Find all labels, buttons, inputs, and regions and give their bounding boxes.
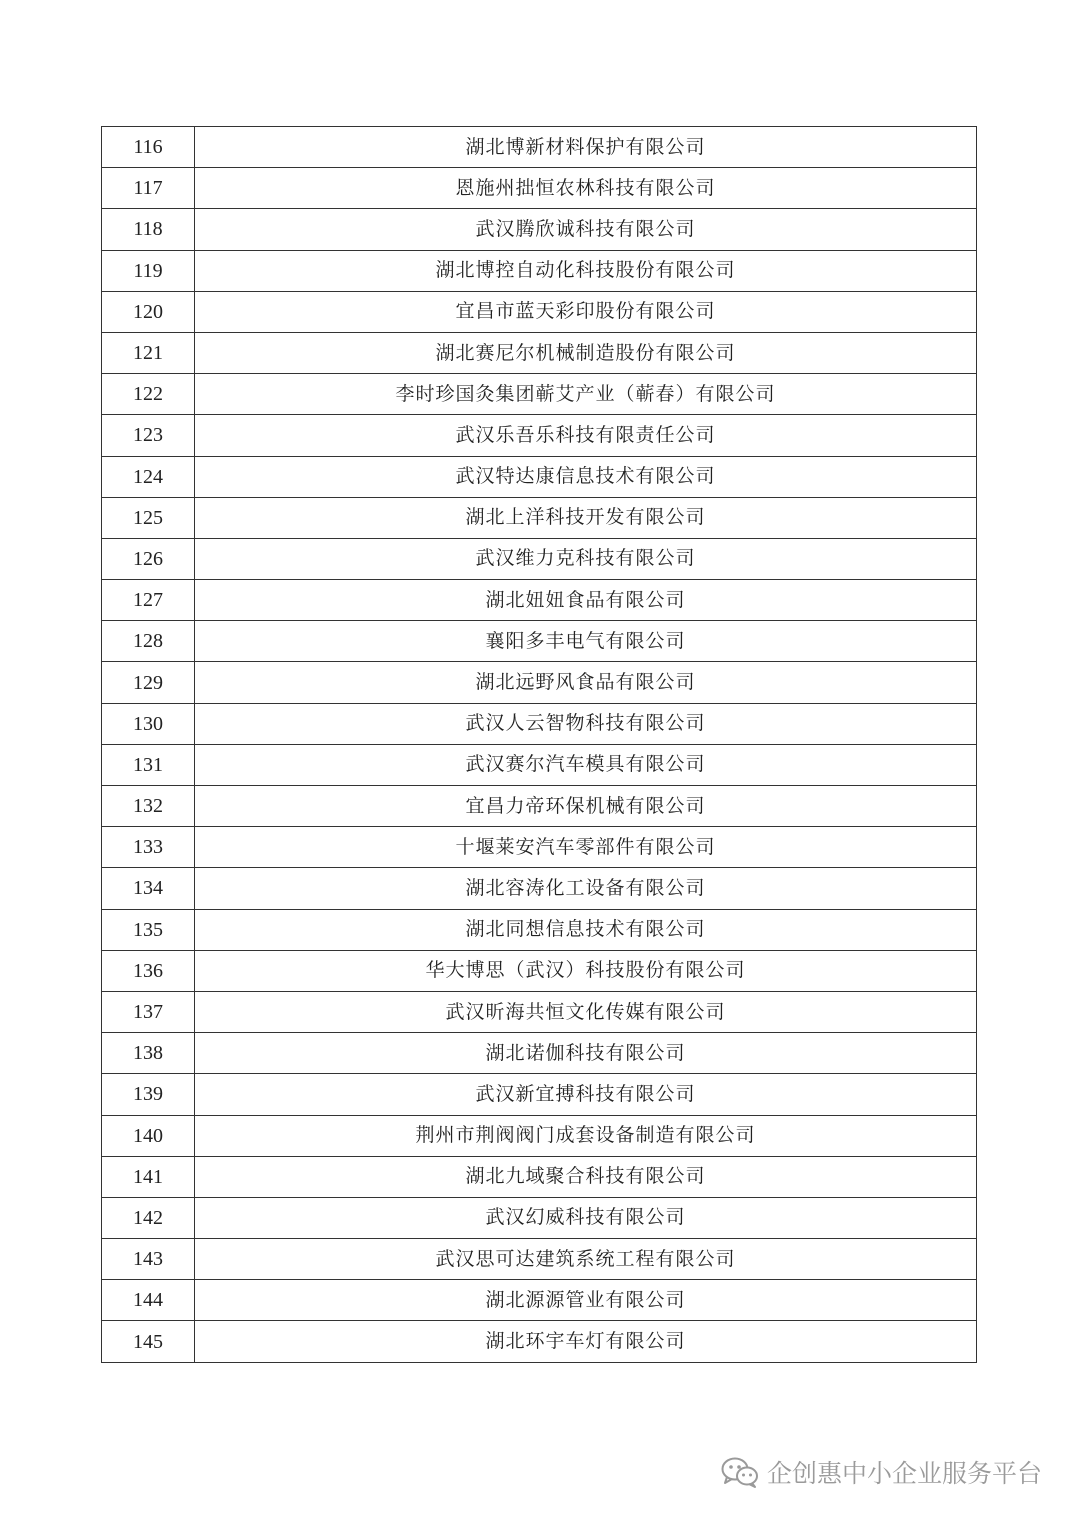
company-name: 武汉新宜搏科技有限公司 <box>195 1074 977 1115</box>
row-number: 134 <box>102 868 195 909</box>
row-number: 142 <box>102 1197 195 1238</box>
table-row <box>102 868 977 909</box>
company-table-body <box>102 127 977 1363</box>
company-name: 湖北妞妞食品有限公司 <box>195 580 977 621</box>
company-name: 宜昌力帝环保机械有限公司 <box>195 786 977 827</box>
table-row <box>102 209 977 250</box>
table-row <box>102 662 977 703</box>
company-name: 湖北远野风食品有限公司 <box>195 662 977 703</box>
company-name: 十堰莱安汽车零部件有限公司 <box>195 827 977 868</box>
table-row <box>102 621 977 662</box>
row-number: 131 <box>102 744 195 785</box>
company-name: 武汉腾欣诚科技有限公司 <box>195 209 977 250</box>
row-number: 140 <box>102 1115 195 1156</box>
row-number: 133 <box>102 827 195 868</box>
row-number: 137 <box>102 991 195 1032</box>
company-name: 武汉乐吾乐科技有限责任公司 <box>195 415 977 456</box>
row-number: 138 <box>102 1033 195 1074</box>
row-number: 127 <box>102 580 195 621</box>
table-row <box>102 415 977 456</box>
row-number: 139 <box>102 1074 195 1115</box>
table-row <box>102 127 977 168</box>
row-number: 121 <box>102 332 195 373</box>
row-number: 144 <box>102 1280 195 1321</box>
company-name: 武汉人云智物科技有限公司 <box>195 703 977 744</box>
company-name: 恩施州拙恒农林科技有限公司 <box>195 168 977 209</box>
watermark-text: 企创惠中小企业服务平台 <box>766 1459 1042 1488</box>
row-number: 136 <box>102 950 195 991</box>
row-number: 145 <box>102 1321 195 1362</box>
company-name: 武汉思可达建筑系统工程有限公司 <box>195 1239 977 1280</box>
company-name: 华大博思（武汉）科技股份有限公司 <box>195 950 977 991</box>
company-name: 武汉维力克科技有限公司 <box>195 538 977 579</box>
row-number: 129 <box>102 662 195 703</box>
row-number: 126 <box>102 538 195 579</box>
table-row <box>102 580 977 621</box>
row-number: 143 <box>102 1239 195 1280</box>
row-number: 132 <box>102 786 195 827</box>
company-name: 湖北博新材料保护有限公司 <box>195 127 977 168</box>
company-name: 湖北同想信息技术有限公司 <box>195 909 977 950</box>
row-number: 116 <box>102 127 195 168</box>
table-row <box>102 497 977 538</box>
wechat-icon <box>721 1456 759 1488</box>
company-name: 湖北源源管业有限公司 <box>195 1280 977 1321</box>
row-number: 135 <box>102 909 195 950</box>
row-number: 128 <box>102 621 195 662</box>
company-name: 湖北赛尼尔机械制造股份有限公司 <box>195 332 977 373</box>
table-row <box>102 1115 977 1156</box>
company-name: 李时珍国灸集团蕲艾产业（蕲春）有限公司 <box>195 374 977 415</box>
watermark <box>721 1452 1042 1492</box>
row-number: 117 <box>102 168 195 209</box>
row-number: 141 <box>102 1156 195 1197</box>
table-row <box>102 744 977 785</box>
row-number: 125 <box>102 497 195 538</box>
table-row <box>102 291 977 332</box>
company-name: 湖北博控自动化科技股份有限公司 <box>195 250 977 291</box>
table-row <box>102 250 977 291</box>
row-number: 118 <box>102 209 195 250</box>
table-row <box>102 1033 977 1074</box>
table-row <box>102 786 977 827</box>
company-name: 武汉特达康信息技术有限公司 <box>195 456 977 497</box>
company-name: 宜昌市蓝天彩印股份有限公司 <box>195 291 977 332</box>
table-row <box>102 1280 977 1321</box>
table-row <box>102 1197 977 1238</box>
row-number: 122 <box>102 374 195 415</box>
company-name: 湖北诺伽科技有限公司 <box>195 1033 977 1074</box>
company-name: 荆州市荆阀阀门成套设备制造有限公司 <box>195 1115 977 1156</box>
table-row <box>102 456 977 497</box>
table-row <box>102 1156 977 1197</box>
company-name: 武汉昕海共恒文化传媒有限公司 <box>195 991 977 1032</box>
table-row <box>102 1321 977 1362</box>
row-number: 124 <box>102 456 195 497</box>
table-row <box>102 1239 977 1280</box>
row-number: 120 <box>102 291 195 332</box>
company-name: 湖北九域聚合科技有限公司 <box>195 1156 977 1197</box>
table-row <box>102 1074 977 1115</box>
row-number: 123 <box>102 415 195 456</box>
company-table <box>101 126 977 1363</box>
table-row <box>102 909 977 950</box>
company-name: 襄阳多丰电气有限公司 <box>195 621 977 662</box>
company-name: 湖北容涛化工设备有限公司 <box>195 868 977 909</box>
table-row <box>102 332 977 373</box>
company-name: 武汉幻威科技有限公司 <box>195 1197 977 1238</box>
table-row <box>102 950 977 991</box>
company-name: 湖北环宇车灯有限公司 <box>195 1321 977 1362</box>
table-row <box>102 827 977 868</box>
company-name: 湖北上洋科技开发有限公司 <box>195 497 977 538</box>
table-row <box>102 374 977 415</box>
table-row <box>102 168 977 209</box>
company-name: 武汉赛尔汽车模具有限公司 <box>195 744 977 785</box>
row-number: 119 <box>102 250 195 291</box>
table-row <box>102 538 977 579</box>
table-row <box>102 991 977 1032</box>
row-number: 130 <box>102 703 195 744</box>
table-row <box>102 703 977 744</box>
